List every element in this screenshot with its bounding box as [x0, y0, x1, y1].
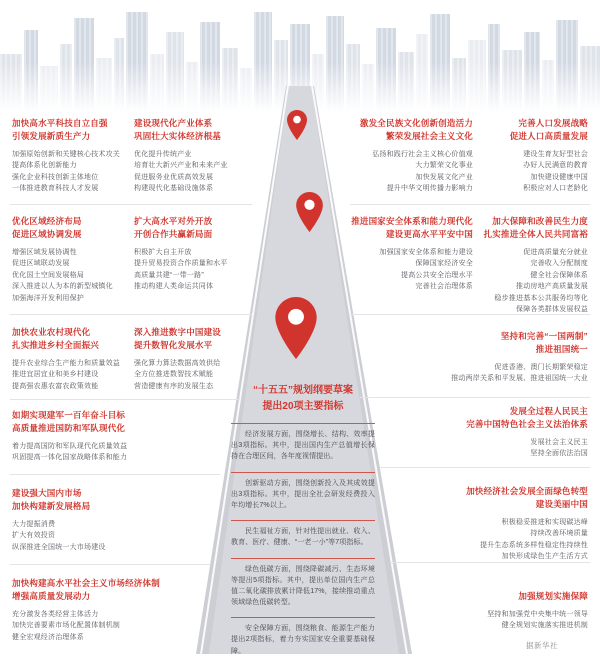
topic-items [510, 149, 588, 195]
topic-item: 促进区域联动发展 [12, 260, 70, 268]
topic-title-line: 加快构建新发展格局 [12, 500, 91, 511]
topic-item: 积极扩大自主开放 [134, 248, 192, 256]
topic-title [12, 487, 106, 513]
topic-title-line: 建设强大国内市场 [12, 488, 82, 498]
center-title-line2: 提出20项主要指标 [262, 400, 344, 412]
topic-title-line: 建设更高水平平安中国 [385, 228, 473, 239]
topic-block-opening-up [134, 215, 228, 293]
topic-block-green-transition [466, 485, 588, 563]
topic-title-line: 如期实现建军一百年奋斗目标 [12, 410, 126, 420]
topic-items [134, 247, 228, 293]
topic-title-line: 坚持和完善“一国两制” [500, 331, 588, 341]
topic-title-line: 推进国家安全体系和能力现代化 [351, 216, 473, 226]
topic-title-line: 优化区域经济布局 [12, 216, 82, 226]
topic-item: 推动房地产高质量发展 [516, 283, 588, 291]
topic-item: 发展社会主义民主 [530, 438, 588, 446]
topic-item: 高质量共建“一带一路” [134, 271, 204, 279]
topic-item: 持续改善环境质量 [530, 530, 588, 538]
topic-title-line: 促进区域协调发展 [12, 228, 82, 239]
topic-item: 弘扬和践行社会主义核心价值观 [372, 150, 473, 158]
topic-item: 提升贸易投资合作质量和水平 [134, 260, 228, 268]
indicator-paragraph: 创新驱动方面，围绕创新投入及其成效提出3项指标。其中，提出全社会研发经费投入年均增长7%以上。 [231, 472, 375, 512]
divider [10, 314, 252, 315]
divider [10, 474, 220, 475]
divider [10, 564, 210, 565]
topic-title-line: 加快农业农村现代化 [12, 327, 91, 337]
topic-title-line: 加快高水平科技自立自强 [12, 118, 108, 128]
topic-block-digital-china [134, 326, 221, 392]
topic-block-population-strategy [510, 117, 588, 195]
topic-title-line: 加强规划实施保障 [518, 591, 588, 601]
indicator-paragraph: 民生福祉方面，针对性提出就业、收入、教育、医疗、健康、“一老一小”等7项指标。 [231, 520, 375, 548]
topic-title-line: 扩大高水平对外开放 [134, 216, 213, 226]
topic-items [134, 149, 228, 195]
topic-item: 提升农业综合生产能力和质量效益 [12, 359, 120, 367]
topic-item: 充分激发各类经营主体活力 [12, 610, 99, 618]
topic-item: 稳步推进基本公共服务均等化 [494, 294, 588, 302]
indicator-paragraph: 安全保障方面，围绕粮食、能源生产能力提出2项指标，着力夯实国家安全重要基础保障。 [231, 617, 375, 657]
topic-item: 构建现代化基础设施体系 [134, 185, 214, 193]
topic-title [510, 117, 588, 143]
topic-items [134, 358, 221, 393]
topic-item: 培育壮大新兴产业和未来产业 [134, 162, 228, 170]
topic-item: 大力繁荣文化事业 [415, 162, 473, 170]
topic-title [134, 326, 221, 352]
topic-items [12, 247, 113, 305]
topic-title-line: 扎实推进乡村全面振兴 [12, 339, 100, 350]
topic-title-line: 加大保障和改善民生力度 [492, 216, 588, 226]
topic-title-line: 建设现代化产业体系 [134, 118, 213, 128]
topic-title-line: 深入推进数字中国建设 [134, 327, 222, 337]
topic-item: 保障国家经济安全 [415, 260, 473, 268]
topic-block-plan-implementation [487, 590, 588, 632]
topic-title [12, 117, 120, 143]
divider [380, 467, 590, 468]
topic-item: 坚持全面依法治国 [530, 450, 588, 458]
topic-block-democracy-rule-of-law [466, 405, 588, 460]
location-pin-icon [275, 297, 317, 359]
topic-block-domestic-market [12, 487, 106, 553]
topic-title [12, 215, 113, 241]
topic-title-line: 繁荣发展社会主义文化 [385, 130, 473, 141]
topic-block-rural-modernization [12, 326, 120, 392]
topic-title [484, 215, 588, 241]
topic-items [351, 247, 473, 293]
topic-item: 优化国土空间发展格局 [12, 271, 84, 279]
topic-item: 提升中华文明传播力影响力 [386, 185, 473, 193]
topic-item: 强化算力算法数据高效供给 [134, 359, 221, 367]
topic-item: 健全规划实施落实推进机制 [501, 622, 588, 630]
topic-title-line: 促进人口高质量发展 [509, 130, 588, 141]
indicator-paragraph: 绿色低碳方面，围绕降碳减污、生态环境等提出5项指标。其中，提出单位国内生产总值二氧化碳排放累计降低17%，接续推动重点领域绿色低碳转型。 [231, 558, 375, 609]
topic-item: 营造健康有序的发展生态 [134, 382, 214, 390]
topic-block-one-country-two-systems [451, 330, 588, 385]
topic-title-line: 建设美丽中国 [535, 498, 588, 509]
topic-item: 促进香港、澳门长期繁荣稳定 [494, 363, 588, 371]
topic-item: 积极稳妥推进和实现碳达峰 [501, 518, 588, 526]
topic-title [134, 215, 228, 241]
topic-item: 完善收入分配制度 [530, 260, 588, 268]
topic-items [484, 247, 588, 316]
indicator-paragraph: 经济发展方面，围绕增长、结构、效率提出3项指标。其中，提出国内生产总值增长保持在合理区间，各年度视情提出。 [231, 423, 375, 463]
topic-items [466, 437, 588, 460]
topic-title [466, 485, 588, 511]
topic-item: 提高体系化创新能力 [12, 162, 77, 170]
topic-item: 着力提高国防和军队现代化质量效益 [12, 442, 128, 450]
topic-item: 提高强农惠农富农政策效能 [12, 382, 99, 390]
topic-item: 全方位推进数智技术赋能 [134, 371, 214, 379]
topic-item: 推进宜居宜业和美乡村建设 [12, 371, 99, 379]
topic-item: 加快完善要素市场化配置体制机制 [12, 622, 120, 630]
topic-block-regional-economy [12, 215, 113, 304]
topic-item: 建设生育友好型社会 [523, 150, 588, 158]
topic-item: 强化企业科技创新主体地位 [12, 173, 99, 181]
topic-title [134, 117, 228, 143]
topic-block-market-economy-system [12, 577, 160, 643]
topic-title-line: 开创合作共赢新局面 [134, 228, 213, 239]
divider [10, 399, 240, 400]
topic-item: 巩固提高一体化国家战略体系和能力 [12, 454, 128, 462]
topic-block-culture [360, 117, 473, 195]
topic-item: 促进高质量充分就业 [523, 248, 588, 256]
topic-items [360, 149, 473, 195]
topic-title [360, 117, 473, 143]
topic-item: 办好人民满意的教育 [523, 162, 588, 170]
topic-item: 加强国家安全体系和能力建设 [379, 248, 473, 256]
topic-item: 一体推进教育科技人才发展 [12, 185, 99, 193]
topic-title-line: 推进祖国统一 [535, 343, 588, 354]
topic-item: 加强原始创新和关键核心技术攻关 [12, 150, 120, 158]
topic-title-line: 增强高质量发展动力 [12, 590, 91, 601]
topic-items [12, 441, 127, 464]
topic-item: 加快发展文化产业 [415, 173, 473, 181]
indicator-paragraphs [231, 423, 375, 657]
topic-title-line: 巩固壮大实体经济根基 [134, 130, 222, 141]
source-credit: 据新华社 [526, 641, 558, 650]
topic-item: 积极应对人口老龄化 [523, 185, 588, 193]
topic-title-line: 加快构建高水平社会主义市场经济体制 [12, 578, 160, 588]
topic-item: 促进服务业优质高效发展 [134, 173, 214, 181]
center-panel [231, 383, 375, 657]
topic-item: 加强海洋开发利用保护 [12, 294, 84, 302]
topic-items [12, 519, 106, 554]
topic-block-modern-industry [134, 117, 228, 195]
topic-items [12, 358, 120, 393]
topic-title-line: 提升数智化发展水平 [134, 339, 213, 350]
topic-item: 健全宏观经济治理体系 [12, 633, 84, 641]
topic-items [451, 362, 588, 385]
topic-title-line: 引领发展新质生产力 [12, 130, 91, 141]
topic-item: 提高公共安全治理水平 [401, 271, 473, 279]
topic-title [12, 326, 120, 352]
divider [10, 204, 252, 205]
topic-item: 纵深推进全国统一大市场建设 [12, 543, 106, 551]
topic-title [351, 215, 473, 241]
topic-item: 提升生态系统多样性稳定性持续性 [480, 541, 588, 549]
topic-block-livelihood-prosperity [484, 215, 588, 316]
topic-item: 推动两岸关系和平发展、推进祖国统一大业 [451, 375, 588, 383]
topic-item: 深入推进以人为本的新型城镇化 [12, 283, 113, 291]
topic-title-line: 高质量推进国防和军队现代化 [12, 422, 126, 433]
topic-items [487, 609, 588, 632]
topic-block-national-security [351, 215, 473, 293]
topic-title [12, 409, 127, 435]
topic-items [12, 609, 160, 644]
topic-items [466, 517, 588, 563]
topic-item: 保障各类群体发展权益 [516, 306, 588, 314]
topic-title [466, 405, 588, 431]
topic-item: 优化提升传统产业 [134, 150, 192, 158]
topic-title-line: 发展全过程人民民主 [509, 406, 588, 416]
topic-item: 大力提振消费 [12, 520, 56, 528]
center-title-line1: “十五五”规划纲要草案 [253, 385, 353, 396]
divider [360, 397, 590, 398]
topic-item: 加快形成绿色生产生活方式 [501, 553, 588, 561]
topic-item: 扩大有效投资 [12, 532, 56, 540]
topic-title [451, 330, 588, 356]
location-pin-icon [296, 192, 323, 232]
topic-title-line: 加快经济社会发展全面绿色转型 [466, 486, 588, 496]
topic-item: 推动构建人类命运共同体 [134, 283, 214, 291]
divider [350, 204, 590, 205]
topic-items [12, 149, 120, 195]
topic-block-science-self-reliance [12, 117, 120, 195]
topic-item: 完善社会治理体系 [415, 283, 473, 291]
topic-title-line: 完善人口发展战略 [518, 118, 588, 128]
topic-block-military-modernization [12, 409, 127, 464]
location-pin-icon [287, 110, 307, 140]
topic-title-line: 激发全民族文化创新创造活力 [359, 118, 473, 128]
topic-title [487, 590, 588, 603]
topic-item: 增强区域发展协调性 [12, 248, 77, 256]
topic-title [12, 577, 160, 603]
topic-title-line: 扎实推进全体人民共同富裕 [483, 228, 588, 239]
topic-item: 健全社会保障体系 [530, 271, 588, 279]
topic-item: 坚持和加强党中央集中统一领导 [487, 610, 588, 618]
topic-item: 加快建设健康中国 [530, 173, 588, 181]
topic-title-line: 完善中国特色社会主义法治体系 [466, 418, 588, 429]
